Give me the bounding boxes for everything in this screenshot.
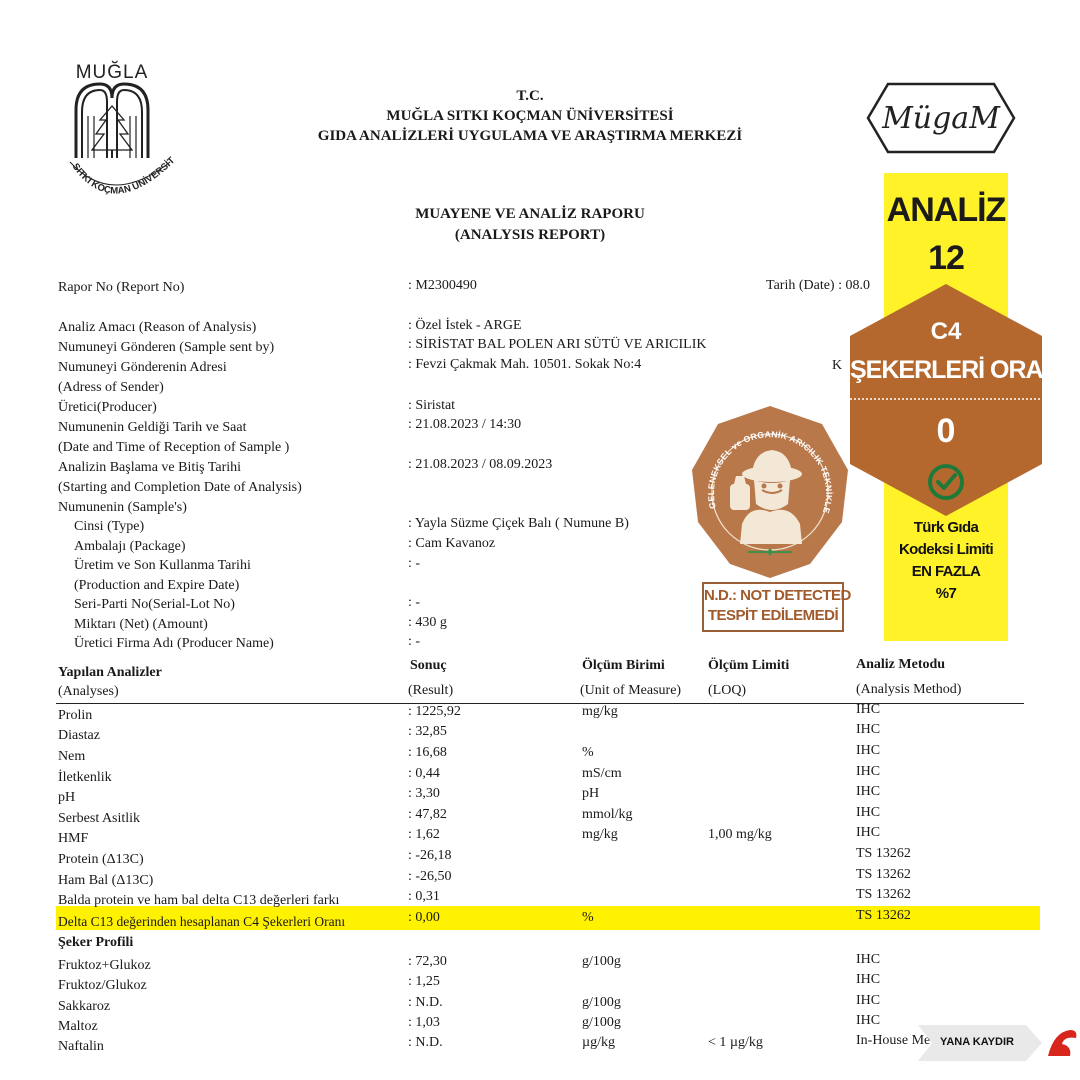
row-loq: < 1 µg/kg bbox=[708, 1035, 763, 1050]
organic-beekeeping-stamp bbox=[690, 404, 850, 580]
row-name: Delta C13 değerinden hesaplanan C4 Şekerleri Oranı bbox=[58, 914, 346, 929]
stamp-arc-text: GELENEKSEL ve ORGANİK ARICILIK TEKNİKLE bbox=[705, 429, 835, 515]
row-method: TS 13262 bbox=[856, 908, 911, 923]
info-label: Seri-Parti No(Serial-Lot No) bbox=[74, 597, 235, 612]
col-loq-header: Ölçüm Limiti bbox=[708, 658, 790, 673]
info-label: Ambalajı (Package) bbox=[74, 539, 186, 554]
info-value: : Yayla Süzme Çiçek Balı ( Numune B) bbox=[408, 516, 629, 531]
row-method: IHC bbox=[856, 784, 881, 799]
info-label: (Production and Expire Date) bbox=[74, 578, 240, 593]
row-name: HMF bbox=[58, 831, 89, 846]
report-no-value: : M2300490 bbox=[408, 278, 477, 293]
banner-title: ANALİZ bbox=[886, 191, 1006, 229]
row-name: Maltoz bbox=[58, 1019, 98, 1034]
row-method: IHC bbox=[856, 722, 881, 737]
swipe-label: YANA KAYDIR bbox=[940, 1036, 1014, 1048]
row-method: IHC bbox=[856, 743, 881, 758]
row-name: Fruktoz+Glukoz bbox=[58, 958, 151, 973]
row-result: : 1,62 bbox=[408, 827, 440, 842]
row-result: : -26,18 bbox=[408, 848, 452, 863]
info-value: : 21.08.2023 / 08.09.2023 bbox=[408, 457, 553, 472]
header-center: GIDA ANALİZLERİ UYGULAMA VE ARAŞTIRMA MERKEZİ bbox=[317, 128, 743, 144]
info-value: : 21.08.2023 / 14:30 bbox=[408, 417, 522, 432]
mugam-logo bbox=[858, 80, 1024, 156]
clipped-fragment: K bbox=[832, 358, 843, 373]
row-result: : 16,68 bbox=[408, 745, 447, 760]
info-label: Miktarı (Net) (Amount) bbox=[74, 617, 208, 632]
info-label: Numunenin Geldiği Tarih ve Saat bbox=[58, 420, 247, 435]
col-analyses-header-en: (Analyses) bbox=[58, 684, 119, 699]
info-label: (Starting and Completion Date of Analysis) bbox=[58, 480, 302, 495]
row-unit: g/100g bbox=[582, 1015, 621, 1030]
row-name: Fruktoz/Glukoz bbox=[58, 978, 147, 993]
row-name: Prolin bbox=[58, 708, 93, 723]
row-unit: g/100g bbox=[582, 995, 621, 1010]
col-result-header-en: (Result) bbox=[408, 683, 454, 698]
row-unit: mg/kg bbox=[582, 704, 618, 719]
row-unit: pH bbox=[582, 786, 600, 801]
row-unit: g/100g bbox=[582, 954, 621, 969]
report-subtitle: (ANALYSIS REPORT) bbox=[454, 227, 606, 243]
info-value: : SİRİSTAT BAL POLEN ARI SÜTÜ VE ARICILIK bbox=[408, 337, 707, 352]
info-label: Üretici(Producer) bbox=[58, 400, 157, 415]
row-unit: % bbox=[582, 745, 594, 760]
report-no-label: Rapor No (Report No) bbox=[58, 280, 185, 295]
swipe-hand-icon bbox=[1048, 1028, 1078, 1058]
row-method: IHC bbox=[856, 993, 881, 1008]
nd-line-en: N.D.: NOT DETECTED bbox=[704, 587, 851, 604]
banner-note-1: Türk Gıda bbox=[913, 519, 979, 536]
swipe-hint[interactable] bbox=[918, 1022, 1080, 1064]
row-name: Ham Bal (Δ13C) bbox=[58, 873, 154, 888]
info-value: : - bbox=[408, 634, 421, 649]
row-unit: % bbox=[582, 910, 594, 925]
report-date: Tarih (Date) : 08.0 bbox=[766, 278, 870, 293]
row-method: IHC bbox=[856, 952, 881, 967]
row-unit: mS/cm bbox=[582, 766, 622, 781]
row-name: İletkenlik bbox=[58, 770, 112, 785]
info-label: Üretici Firma Adı (Producer Name) bbox=[74, 636, 274, 651]
info-label: Analizin Başlama ve Bitiş Tarihi bbox=[58, 460, 242, 475]
nd-line-tr: TESPİT EDİLEMEDİ bbox=[707, 607, 839, 624]
col-result-header: Sonuç bbox=[410, 658, 447, 673]
info-value: : - bbox=[408, 595, 421, 610]
row-result: : 1225,92 bbox=[408, 704, 461, 719]
row-loq: 1,00 mg/kg bbox=[708, 827, 772, 842]
row-result: : 3,30 bbox=[408, 786, 440, 801]
col-unit-header-en: (Unit of Measure) bbox=[580, 683, 682, 698]
row-result: : 32,85 bbox=[408, 724, 447, 739]
row-method: In-House Me bbox=[856, 1033, 931, 1048]
col-method-header: Analiz Metodu bbox=[856, 657, 946, 672]
banner-number: 12 bbox=[928, 239, 964, 277]
info-label: (Adress of Sender) bbox=[58, 380, 164, 395]
row-unit: mg/kg bbox=[582, 827, 618, 842]
row-result: : N.D. bbox=[408, 995, 443, 1010]
row-name: Nem bbox=[58, 749, 86, 764]
c4-result-hexagon bbox=[850, 284, 1066, 516]
logo-arc-text: SITKI KOÇMAN ÜNİVERSİT bbox=[69, 155, 178, 197]
info-label: Numuneyi Gönderenin Adresi bbox=[58, 360, 227, 375]
row-name: Serbest Asitlik bbox=[58, 811, 141, 826]
info-label: Numuneyi Gönderen (Sample sent by) bbox=[58, 340, 275, 355]
banner-note-4: %7 bbox=[935, 585, 957, 602]
row-name: Naftalin bbox=[58, 1039, 104, 1054]
row-method: IHC bbox=[856, 764, 881, 779]
banner-note-3: EN FAZLA bbox=[911, 563, 981, 580]
nd-legend-box bbox=[702, 582, 851, 632]
info-value: : Özel İstek - ARGE bbox=[408, 318, 522, 333]
muğla-university-logo bbox=[62, 58, 192, 228]
header-university: MUĞLA SITKI KOÇMAN ÜNİVERSİTESİ bbox=[386, 108, 674, 124]
mugam-logo-text: MügaM bbox=[882, 101, 1000, 136]
row-result: : 0,00 bbox=[408, 910, 440, 925]
row-method: IHC bbox=[856, 825, 881, 840]
row-result: : -26,50 bbox=[408, 869, 452, 884]
row-result: : 47,82 bbox=[408, 807, 447, 822]
row-result: : 1,25 bbox=[408, 974, 440, 989]
row-name: pH bbox=[58, 790, 76, 805]
logo-top-text: MUĞLA bbox=[75, 62, 149, 83]
report-title: MUAYENE VE ANALİZ RAPORU bbox=[415, 206, 645, 222]
row-name: Protein (Δ13C) bbox=[58, 852, 144, 867]
info-value: : - bbox=[408, 556, 421, 571]
row-result: : N.D. bbox=[408, 1035, 443, 1050]
row-method: IHC bbox=[856, 972, 881, 987]
row-unit: µg/kg bbox=[582, 1035, 615, 1050]
hex-line-label: ŞEKERLERİ ORANI bbox=[850, 356, 1066, 384]
col-loq-header-en: (LOQ) bbox=[708, 683, 747, 698]
hex-line-c4: C4 bbox=[930, 318, 962, 345]
row-method: TS 13262 bbox=[856, 887, 911, 902]
info-label: (Date and Time of Reception of Sample ) bbox=[58, 440, 290, 455]
sugar-profile-heading: Şeker Profili bbox=[58, 935, 134, 950]
info-value: : Fevzi Çakmak Mah. 10501. Sokak No:4 bbox=[408, 357, 642, 372]
info-label: Numunenin (Sample's) bbox=[58, 500, 187, 515]
row-unit: mmol/kg bbox=[582, 807, 633, 822]
row-method: IHC bbox=[856, 1013, 881, 1028]
banner-note-2: Kodeksi Limiti bbox=[898, 541, 994, 558]
col-analyses-header: Yapılan Analizler bbox=[58, 665, 162, 680]
info-label: Analiz Amacı (Reason of Analysis) bbox=[58, 320, 257, 335]
row-method: IHC bbox=[856, 805, 881, 820]
col-unit-header: Ölçüm Birimi bbox=[582, 658, 665, 673]
row-result: : 1,03 bbox=[408, 1015, 440, 1030]
row-name: Diastaz bbox=[58, 728, 100, 743]
row-name: Sakkaroz bbox=[58, 999, 111, 1014]
info-label: Cinsi (Type) bbox=[74, 519, 145, 534]
info-value: : 430 g bbox=[408, 615, 447, 630]
row-result: : 0,31 bbox=[408, 889, 440, 904]
row-result: : 0,44 bbox=[408, 766, 440, 781]
row-method: TS 13262 bbox=[856, 867, 911, 882]
info-value: : Siristat bbox=[408, 398, 456, 413]
row-result: : 72,30 bbox=[408, 954, 447, 969]
info-label: Üretim ve Son Kullanma Tarihi bbox=[74, 558, 251, 573]
col-method-header-en: (Analysis Method) bbox=[856, 682, 962, 697]
row-name: Balda protein ve ham bal delta C13 değerleri farkı bbox=[58, 893, 340, 908]
hex-value: 0 bbox=[936, 412, 956, 450]
row-method: IHC bbox=[856, 702, 881, 717]
row-method: TS 13262 bbox=[856, 846, 911, 861]
header-line-tc: T.C. bbox=[516, 88, 544, 104]
info-value: : Cam Kavanoz bbox=[408, 536, 496, 551]
